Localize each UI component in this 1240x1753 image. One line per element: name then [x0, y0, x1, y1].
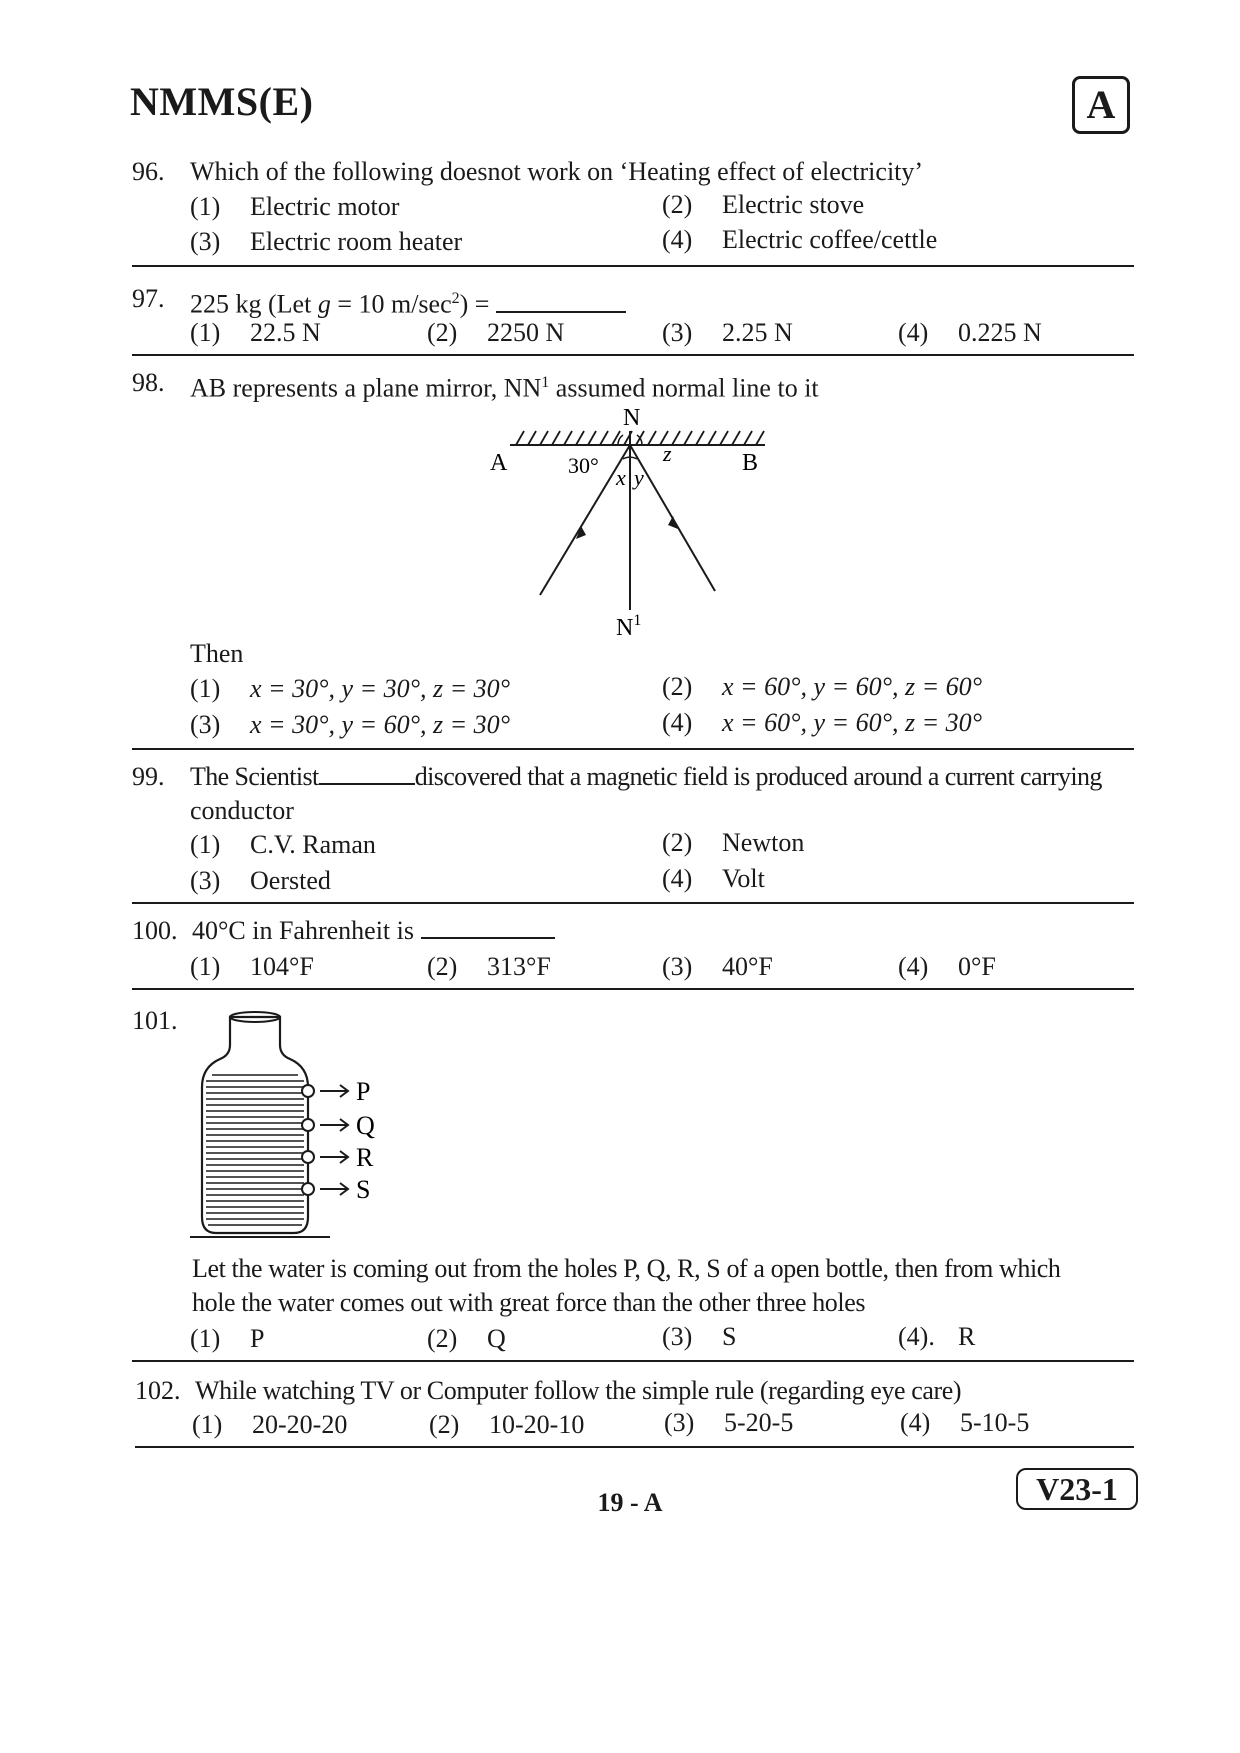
option-102-4[interactable]: (4) 5-10-5 [900, 1408, 1030, 1437]
question-98 [132, 366, 819, 403]
option-96-1[interactable]: (1) Electric motor [190, 192, 400, 221]
option-100-2[interactable]: (2) 313°F [427, 952, 551, 981]
question-101 [132, 1004, 178, 1038]
option-101-4[interactable]: (4). R [898, 1322, 976, 1351]
label-s: S [356, 1175, 371, 1204]
question-text: Which of the following doesnot work on ‘Heating effect of electricity’ [190, 157, 924, 186]
question-number: 101. [132, 1006, 178, 1035]
jet-arrows [320, 1085, 348, 1195]
option-99-4[interactable]: (4) Volt [662, 864, 765, 893]
question-100 [132, 914, 414, 948]
set-label-badge: A [1072, 76, 1130, 134]
divider [135, 1446, 1134, 1448]
option-98-2[interactable]: (2) x = 60°, y = 60°, z = 60° [662, 672, 983, 701]
question-number: 98. [132, 368, 165, 397]
label-a: A [490, 450, 508, 476]
divider [132, 1360, 1134, 1362]
then-label: Then [190, 639, 244, 668]
bottle-diagram [190, 1005, 420, 1245]
question-text: The Scientist discovered that a magnetic field is produced around a current carrying [190, 762, 1102, 791]
question-text: Let the water is coming out from the holes P, Q, R, S of a open bottle, then from which [192, 1254, 1061, 1283]
question-number: 97. [132, 284, 165, 313]
option-97-4[interactable]: (4) 0.225 N [898, 318, 1042, 347]
label-r: R [356, 1143, 374, 1172]
option-98-3[interactable]: (3) x = 30°, y = 60°, z = 30° [190, 710, 511, 739]
option-96-3[interactable]: (3) Electric room heater [190, 227, 463, 256]
label-p: P [356, 1077, 371, 1106]
option-102-1[interactable]: (1) 20-20-20 [192, 1410, 348, 1439]
option-102-3[interactable]: (3) 5-20-5 [664, 1408, 794, 1437]
label-y: y [634, 465, 644, 490]
option-101-1[interactable]: (1) P [190, 1324, 265, 1353]
option-98-1[interactable]: (1) x = 30°, y = 30°, z = 30° [190, 674, 511, 703]
plane-mirror-diagram [480, 395, 810, 645]
option-97-1[interactable]: (1) 22.5 N [190, 318, 321, 347]
option-99-3[interactable]: (3) Oersted [190, 866, 331, 895]
version-code-badge: V23-1 [1016, 1468, 1138, 1510]
question-text: 40°C in Fahrenheit is [192, 914, 555, 948]
option-96-4[interactable]: (4) Electric coffee/cettle [662, 225, 938, 254]
option-99-1[interactable]: (1) C.V. Raman [190, 830, 376, 859]
water-lines [206, 1075, 304, 1225]
question-text: While watching TV or Computer follow the simple rule (regarding eye care) [195, 1376, 962, 1405]
question-number: 96. [132, 157, 165, 186]
divider [132, 902, 1134, 904]
hole-r [302, 1151, 314, 1163]
angle-arc [618, 435, 623, 445]
label-n: N [623, 405, 641, 431]
hole-p [302, 1085, 314, 1097]
question-text-cont: conductor [190, 796, 294, 825]
question-text: 225 kg (Let g = 10 $m/\sec^2$) = [190, 282, 626, 322]
reflected-arrow [668, 516, 678, 529]
divider [132, 988, 1134, 990]
question-99 [132, 760, 1102, 794]
option-98-4[interactable]: (4) x = 60°, y = 60°, z = 30° [662, 708, 983, 737]
label-x: x [616, 465, 626, 490]
question-text-cont: hole the water comes out with great force than the other three holes [192, 1288, 866, 1317]
question-number: 100. [132, 916, 178, 945]
label-b: B [742, 450, 759, 476]
question-number: 102. [135, 1376, 181, 1405]
option-97-2[interactable]: (2) 2250 N [427, 318, 565, 347]
divider [132, 354, 1134, 356]
question-96 [132, 155, 924, 189]
label-z: z [663, 441, 672, 466]
option-100-3[interactable]: (3) 40°F [662, 952, 773, 981]
option-99-2[interactable]: (2) Newton [662, 828, 805, 857]
question-102 [135, 1374, 962, 1408]
question-97 [132, 282, 490, 319]
divider [132, 265, 1134, 267]
question-text: AB represents a plane mirror, $NN^1$ assumed normal line to it [190, 373, 819, 403]
page-number: 19 - A [597, 1488, 663, 1517]
option-97-3[interactable]: (3) 2.25 N [662, 318, 793, 347]
option-102-2[interactable]: (2) 10-20-10 [429, 1410, 585, 1439]
option-101-2[interactable]: (2) Q [427, 1324, 506, 1353]
label-q: Q [356, 1111, 375, 1140]
option-100-4[interactable]: (4) 0°F [898, 952, 996, 981]
hole-q [302, 1119, 314, 1131]
option-101-3[interactable]: (3) S [662, 1322, 737, 1351]
option-96-2[interactable]: (2) Electric stove [662, 190, 865, 219]
divider [132, 748, 1134, 750]
exam-title: NMMS(E) [130, 79, 314, 124]
label-angle-30: 30° [568, 453, 599, 478]
question-number: 99. [132, 762, 165, 791]
hole-s [302, 1183, 314, 1195]
label-n1: $N^1$ [616, 612, 642, 641]
option-100-1[interactable]: (1) 104°F [190, 952, 314, 981]
